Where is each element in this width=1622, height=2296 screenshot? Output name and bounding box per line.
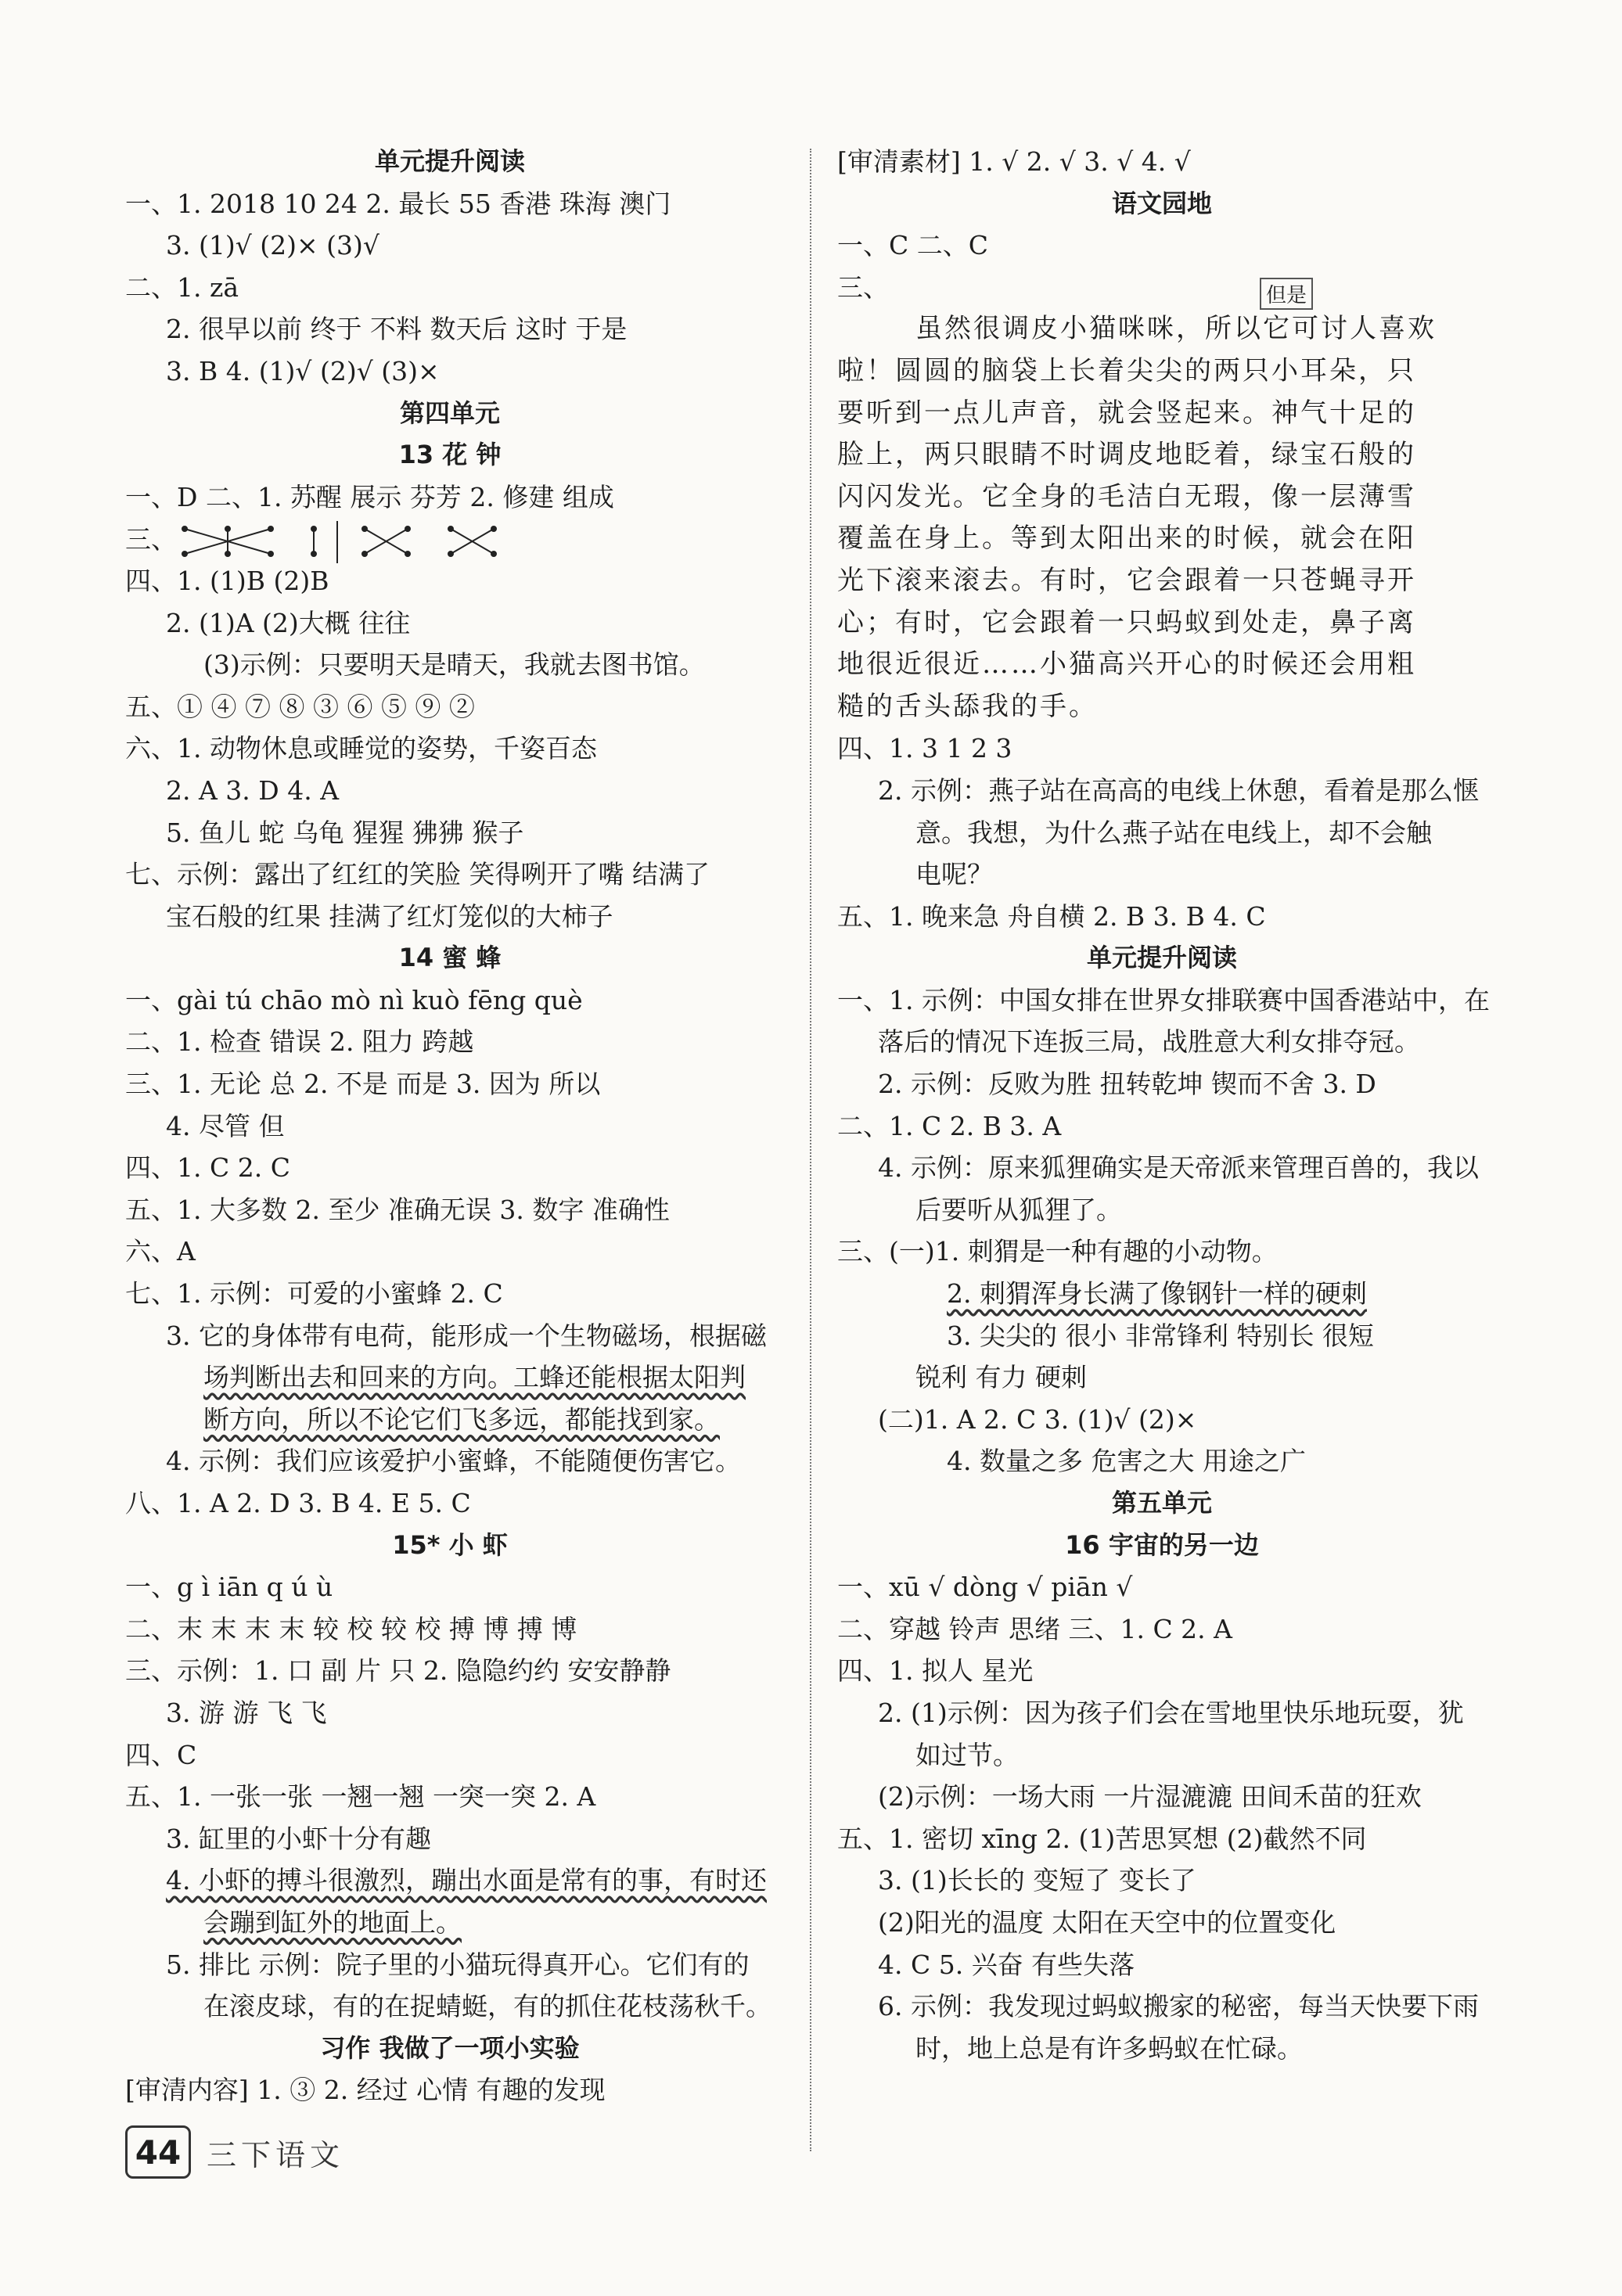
- answer-line: [837, 812, 1487, 854]
- answer-line: [125, 1692, 775, 1734]
- line-text: 一、1. 2018 10 24 2. 最长 55 香港 珠海 澳门: [125, 188, 671, 219]
- answer-line: [125, 1944, 775, 1986]
- page-footer: [125, 2125, 344, 2179]
- line-text: 2. 示例：燕子站在高高的电线上休憩，看着是那么惬: [878, 774, 1479, 806]
- line-text: 16 宇宙的另一边: [1065, 1529, 1259, 1560]
- line-text: 单元提升阅读: [374, 146, 525, 176]
- line-text: 锐利 有力 硬刺: [915, 1362, 1087, 1393]
- answer-line: [125, 1399, 775, 1441]
- answer-line: [837, 1566, 1487, 1608]
- answer-line: [125, 518, 775, 560]
- answer-line: [125, 1063, 775, 1105]
- answer-line: [125, 812, 775, 854]
- answer-line: [125, 979, 775, 1022]
- answer-line: [125, 1315, 775, 1357]
- line-text: 一、D 二、1. 苏醒 展示 芬芳 2. 修建 组成: [125, 481, 614, 512]
- line-text: 如过节。: [915, 1739, 1019, 1770]
- answer-line: [125, 602, 775, 645]
- section-heading: [125, 141, 775, 183]
- answer-line: [837, 1902, 1487, 1944]
- line-text: 2. A 3. D 4. A: [166, 774, 340, 806]
- line-text: 2. (1)示例：因为孩子们会在雪地里快乐地玩耍，犹: [878, 1697, 1464, 1728]
- book-label: 三下语文: [207, 2137, 345, 2172]
- section-heading: [837, 1525, 1487, 1567]
- answer-line: [125, 1650, 775, 1692]
- line-text: 五、1. 晚来急 舟自横 2. B 3. B 4. C: [837, 900, 1266, 932]
- line-text: 断方向，所以不论它们飞多远，都能找到家。: [203, 1403, 720, 1435]
- line-text: 习作 我做了一项小实验: [320, 2032, 580, 2063]
- handwritten-line: [837, 518, 1487, 560]
- line-text: 5. 排比 示例：院子里的小猫玩得真开心。它们有的: [166, 1949, 750, 1980]
- section-heading: [125, 1525, 775, 1567]
- answer-line: [125, 1734, 775, 1777]
- answer-line: [837, 896, 1487, 938]
- handwritten-line: [837, 476, 1487, 519]
- line-text: 闪闪发光。它全身的毛洁白无瑕，像一层薄雪: [837, 480, 1416, 512]
- answer-line: [125, 1608, 775, 1651]
- answer-line: [837, 1189, 1487, 1231]
- line-text: 三、: [837, 271, 889, 303]
- handwritten-line: [837, 602, 1487, 645]
- answer-line: [125, 1482, 775, 1525]
- answer-line: [837, 1608, 1487, 1651]
- line-text: 脸上，两只眼睛不时调皮地眨着，绿宝石般的: [837, 439, 1416, 471]
- answer-line: [837, 1776, 1487, 1818]
- answer-line: [837, 1650, 1487, 1692]
- line-text: 七、1. 示例：可爱的小蜜蜂 2. C: [125, 1278, 503, 1310]
- answer-line: [125, 1273, 775, 1315]
- line-text: 八、1. A 2. D 3. B 4. E 5. C: [125, 1488, 471, 1518]
- line-text: 4. 尽管 但: [166, 1110, 285, 1141]
- answer-line: [837, 1944, 1487, 1986]
- page-number: 44: [125, 2125, 191, 2179]
- line-text: 四、1. (1)B (2)B: [125, 565, 329, 596]
- answer-line: [125, 183, 775, 225]
- answer-line: [837, 1399, 1487, 1441]
- answer-line: [125, 1859, 775, 1902]
- answer-line: [125, 1902, 775, 1944]
- answer-line: [837, 141, 1487, 183]
- answer-line: [125, 644, 775, 686]
- answer-line: [837, 1105, 1487, 1148]
- answer-line: [837, 1021, 1487, 1063]
- line-text: 虽然很调皮小猫咪咪，所以它可讨人喜欢: [915, 313, 1437, 345]
- line-text: 一、g ì iān q ú ù: [125, 1572, 333, 1603]
- line-text: 五、1. 密切 xīng 2. (1)苦思冥想 (2)截然不同: [837, 1823, 1367, 1854]
- section-heading: [125, 434, 775, 476]
- answer-line: [837, 225, 1487, 267]
- line-text: 4. 数量之多 危害之大 用途之广: [947, 1446, 1306, 1477]
- line-text: 13 花 钟: [398, 440, 502, 470]
- line-text: 六、A: [125, 1236, 196, 1267]
- answer-line: [125, 1021, 775, 1063]
- answer-line: [125, 308, 775, 350]
- answer-line: [125, 1985, 775, 2028]
- answer-line: [837, 1315, 1487, 1357]
- answer-line: [125, 853, 775, 896]
- line-text: [审清素材] 1. √ 2. √ 3. √ 4. √: [837, 146, 1191, 177]
- answer-line: [125, 728, 775, 770]
- line-text: 二、1. 检查 错误 2. 阻力 跨越: [125, 1026, 474, 1058]
- line-text: 第五单元: [1111, 1488, 1212, 1518]
- answer-line: [125, 1356, 775, 1399]
- line-text: 四、1. C 2. C: [125, 1152, 290, 1184]
- line-text: 场判断出去和回来的方向。工蜂还能根据太阳判: [203, 1362, 746, 1393]
- line-text: 4. C 5. 兴奋 有些失落: [878, 1949, 1135, 1980]
- line-text: 宝石般的红果 挂满了红灯笼似的大柿子: [166, 900, 613, 932]
- handwritten-line: [837, 308, 1487, 350]
- answer-line: [125, 1231, 775, 1273]
- line-text: 七、示例：露出了红红的笑脸 笑得咧开了嘴 结满了: [125, 859, 710, 890]
- line-text: 时，地上总是有许多蚂蚁在忙碌。: [915, 2032, 1303, 2064]
- answer-line: [837, 979, 1490, 1022]
- handwritten-line: [837, 644, 1487, 686]
- line-text: 4. 示例：我们应该爱护小蜜蜂，不能随便伤害它。: [166, 1446, 741, 1477]
- line-text: 2. 刺猬浑身长满了像钢针一样的硬刺: [947, 1278, 1367, 1310]
- line-text: 在滚皮球，有的在捉蜻蜓，有的抓住花枝荡秋千。: [203, 1991, 771, 2022]
- answer-line: [125, 1189, 775, 1231]
- answer-line: [125, 225, 775, 267]
- answer-line: [837, 1440, 1487, 1482]
- answer-line: [125, 560, 775, 602]
- answer-line: [837, 1859, 1487, 1902]
- line-text: 二、末 末 末 末 较 校 较 校 搏 博 搏 博: [125, 1613, 577, 1644]
- line-text: (2)阳光的温度 太阳在天空中的位置变化: [878, 1906, 1336, 1938]
- line-text: 3. 它的身体带有电荷，能形成一个生物磁场，根据磁: [166, 1320, 767, 1351]
- line-text: 四、1. 拟人 星光: [837, 1655, 1034, 1687]
- section-heading: [125, 937, 775, 979]
- section-heading: [837, 183, 1487, 225]
- handwritten-annotation: 但是: [1260, 278, 1313, 310]
- section-heading: [125, 2028, 775, 2070]
- section-heading: [837, 937, 1487, 979]
- answer-line: [125, 267, 775, 309]
- line-text: 三、示例：1. 口 副 片 只 2. 隐隐约约 安安静静: [125, 1655, 671, 1687]
- line-text: 后要听从狐狸了。: [915, 1194, 1122, 1225]
- line-text: 会蹦到缸外的地面上。: [203, 1906, 462, 1938]
- line-text: 6. 示例：我发现过蚂蚁搬家的秘密，每当天快要下雨: [878, 1991, 1479, 2022]
- line-text: 4. 小虾的搏斗很激烈，蹦出水面是常有的事，有时还: [166, 1865, 767, 1896]
- left-column: [125, 141, 775, 2111]
- handwritten-line: [837, 560, 1487, 602]
- line-text: 意。我想，为什么燕子站在电线上，却不会触: [915, 817, 1432, 848]
- line-text: 单元提升阅读: [1086, 943, 1237, 973]
- answer-line: [837, 1147, 1487, 1189]
- line-text: 一、gài tú chāo mò nì kuò fēng què: [125, 984, 583, 1015]
- answer-line: [125, 686, 775, 728]
- answer-line: [125, 1440, 775, 1482]
- answer-line: [837, 1692, 1487, 1734]
- line-text: 二、穿越 铃声 思绪 三、1. C 2. A: [837, 1613, 1232, 1644]
- answer-line: [125, 350, 775, 393]
- line-text: 2. (1)A (2)大概 往往: [166, 607, 411, 638]
- answer-line: [125, 476, 775, 519]
- answer-line: [125, 1818, 775, 1860]
- line-text: 第四单元: [399, 397, 500, 428]
- line-text: 啦！圆圆的脑袋上长着尖尖的两只小耳朵，只: [837, 354, 1416, 386]
- line-text: 3. (1)长长的 变短了 变长了: [878, 1865, 1196, 1896]
- answer-line: [837, 770, 1487, 812]
- handwritten-line: [837, 393, 1487, 435]
- line-text: 15* 小 虾: [392, 1529, 508, 1560]
- line-text: (3)示例：只要明天是晴天，我就去图书馆。: [203, 649, 705, 681]
- matching-diagram: [177, 518, 505, 565]
- answer-line: [125, 896, 775, 938]
- line-text: 三、(一)1. 刺猬是一种有趣的小动物。: [837, 1236, 1278, 1267]
- line-text: 五、1. 大多数 2. 至少 准确无误 3. 数字 准确性: [125, 1194, 670, 1225]
- answer-line: [125, 1105, 775, 1148]
- answer-line: [125, 1776, 775, 1818]
- line-text: 3. 游 游 飞 飞: [166, 1697, 327, 1728]
- handwritten-line: [837, 686, 1487, 728]
- line-text: 3. 缸里的小虾十分有趣: [166, 1823, 431, 1854]
- line-text: 4. 示例：原来狐狸确实是天帝派来管理百兽的，我以: [878, 1152, 1479, 1184]
- answer-line: [837, 1231, 1487, 1273]
- line-text: 五、① ④ ⑦ ⑧ ③ ⑥ ⑤ ⑨ ②: [125, 691, 475, 722]
- line-text: 二、1. C 2. B 3. A: [837, 1110, 1062, 1141]
- right-column: [837, 141, 1490, 2069]
- answer-line: [837, 1063, 1487, 1105]
- line-text: 三、1. 无论 总 2. 不是 而是 3. 因为 所以: [125, 1069, 601, 1100]
- line-text: (二)1. A 2. C 3. (1)√ (2)×: [878, 1403, 1197, 1435]
- answer-line: [837, 853, 1487, 896]
- answer-line: [837, 267, 1487, 309]
- section-heading: [125, 393, 775, 435]
- line-text: 3. (1)√ (2)× (3)√: [166, 230, 379, 261]
- line-text: 一、xū √ dòng √ piān √: [837, 1572, 1133, 1603]
- line-text: 落后的情况下连扳三局，战胜意大利女排夺冠。: [878, 1026, 1420, 1058]
- line-text: 14 蜜 蜂: [398, 943, 502, 973]
- answer-line: [837, 728, 1487, 770]
- answer-line: [837, 1273, 1487, 1315]
- line-text: 一、C 二、C: [837, 230, 988, 261]
- line-text: 覆盖在身上。等到太阳出来的时候，就会在阳: [837, 523, 1416, 555]
- line-text: 四、C: [125, 1739, 197, 1770]
- answer-line: [837, 1985, 1487, 2028]
- answer-line: [125, 2069, 775, 2111]
- handwritten-line: [837, 350, 1487, 393]
- line-text: 光下滚来滚去。有时，它会跟着一只苍蝇寻开: [837, 564, 1416, 596]
- line-text: 四、1. 3 1 2 3: [837, 733, 1012, 764]
- line-text: 五、1. 一张一张 一翘一翘 一突一突 2. A: [125, 1781, 596, 1813]
- line-text: 要听到一点儿声音，就会竖起来。神气十足的: [837, 397, 1416, 429]
- section-heading: [837, 1482, 1487, 1525]
- line-text: 2. 很早以前 终于 不料 数天后 这时 于是: [166, 314, 628, 345]
- answer-line: [125, 770, 775, 812]
- answer-line: [837, 1734, 1487, 1777]
- handwritten-line: [837, 434, 1487, 476]
- answer-line: [837, 2028, 1487, 2070]
- line-text: (2)示例：一场大雨 一片湿漉漉 田间禾苗的狂欢: [878, 1781, 1422, 1813]
- line-text: 3. B 4. (1)√ (2)√ (3)×: [166, 355, 440, 386]
- column-divider: [810, 149, 811, 2151]
- answer-line: [125, 1147, 775, 1189]
- line-text: 三、: [125, 524, 177, 555]
- answer-line: [837, 1818, 1487, 1860]
- line-text: 心；有时，它会跟着一只蚂蚁到处走，鼻子离: [837, 606, 1416, 638]
- line-text: 语文园地: [1111, 188, 1212, 218]
- line-text: 一、1. 示例：中国女排在世界女排联赛中国香港站中，在: [837, 984, 1490, 1015]
- line-text: 糙的舌头舔我的手。: [837, 690, 1098, 722]
- line-text: 地很近很近……小猫高兴开心的时候还会用粗: [837, 649, 1416, 681]
- line-text: [审清内容] 1. ③ 2. 经过 心情 有趣的发现: [125, 2075, 606, 2106]
- line-text: 二、1. zā: [125, 271, 239, 303]
- line-text: 电呢？: [915, 859, 993, 890]
- line-text: 3. 尖尖的 很小 非常锋利 特别长 很短: [947, 1320, 1374, 1351]
- line-text: 2. 示例：反败为胜 扭转乾坤 锲而不舍 3. D: [878, 1069, 1376, 1100]
- line-text: 六、1. 动物休息或睡觉的姿势，千姿百态: [125, 733, 597, 764]
- answer-line: [837, 1356, 1487, 1399]
- answer-line: [125, 1566, 775, 1608]
- line-text: 5. 鱼儿 蛇 乌龟 猩猩 狒狒 猴子: [166, 817, 524, 848]
